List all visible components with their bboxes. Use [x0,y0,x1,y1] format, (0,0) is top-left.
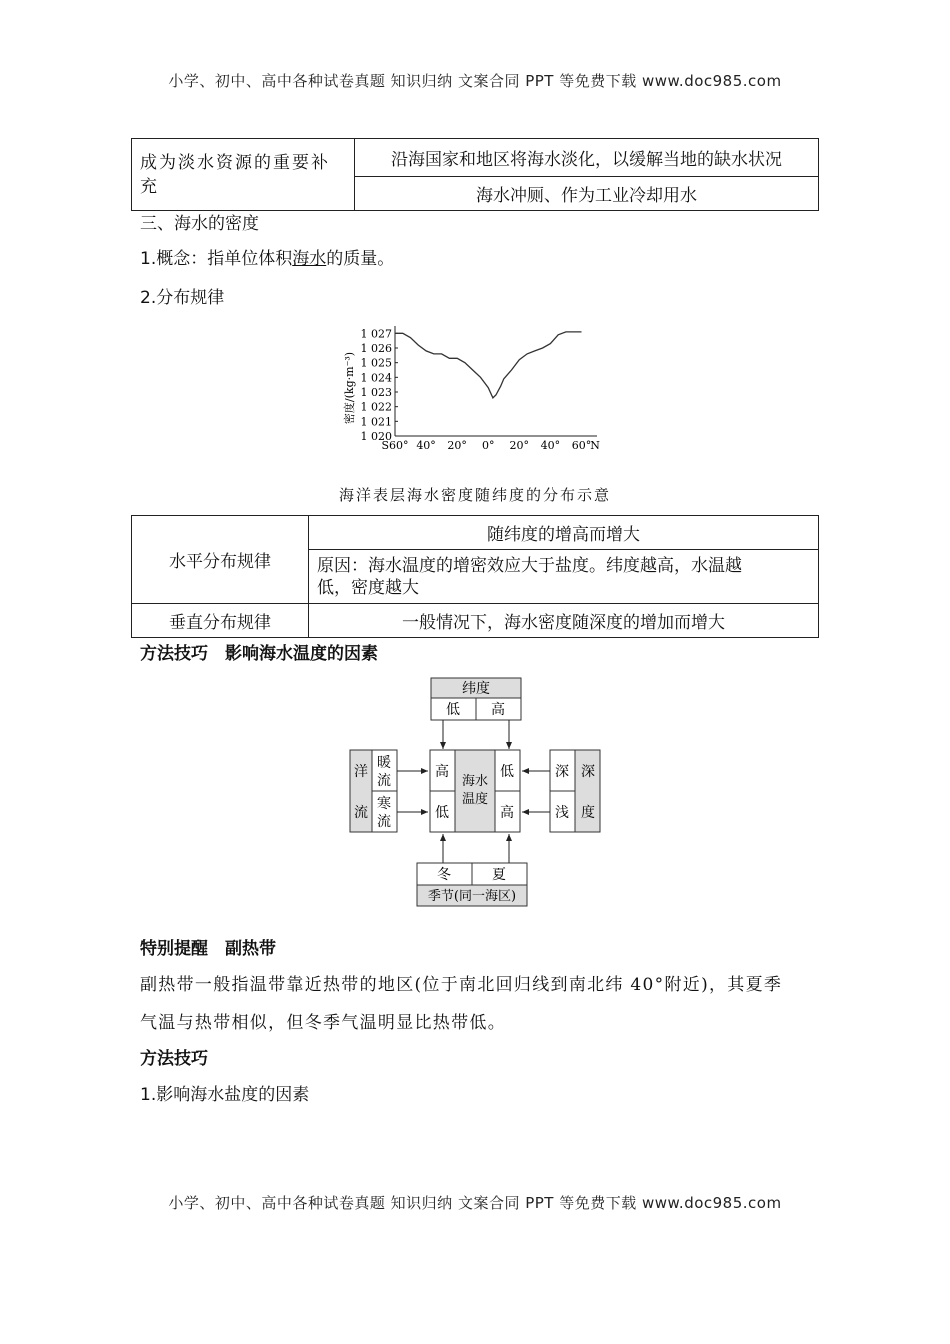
concept-prefix: 1.概念：指单位体积 [140,249,293,269]
deep: 深 [555,764,569,780]
y-tick-label: 1 027 [360,327,392,341]
current-1: 洋 [354,764,368,780]
reason-line-2: 低，密度越大 [317,577,419,598]
x-tick-label: 40° [416,439,436,452]
depth-1: 深 [581,764,595,780]
desalination-cell: 沿海国家和地区将海水淡化，以缓解当地的缺水状况 [355,139,819,177]
freshwater-table [131,138,819,211]
method-heading-2: 方法技巧 [140,1049,208,1069]
current-2: 流 [354,805,368,821]
section-title: 三、海水的密度 [140,214,259,234]
page-header: 小学、初中、高中各种试卷真题 知识归纳 文案合同 PPT 等免费下载 www.doc985.com [168,72,782,90]
depth-2: 度 [581,805,595,821]
temperature-factors-diagram [345,672,605,910]
page-footer: 小学、初中、高中各种试卷真题 知识归纳 文案合同 PPT 等免费下载 www.doc985.com [168,1194,782,1212]
density-line [395,332,582,398]
reminder-line-2: 气温与热带相似，但冬季气温明显比热带低。 [140,1013,506,1033]
y-tick-label: 1 023 [360,386,392,399]
cold-1: 寒 [377,796,391,812]
concept-underlined: 海水 [292,249,327,269]
x-tick-label: 40° [540,439,561,452]
latitude-label: 纬度 [462,681,490,697]
y-tick-label: 1 025 [360,356,392,370]
summer: 夏 [492,867,506,883]
horizontal-reason [309,550,819,604]
flushing-cell: 海水冲厕、作为工业冷却用水 [355,177,819,211]
center-high: 高 [435,764,449,780]
x-tick-label: 20° [509,439,530,452]
horizontal-label: 水平分布规律 [132,516,309,604]
y-axis-label: 密度/(kg·m⁻³) [343,351,356,425]
season-label: 季节(同一海区) [427,889,517,904]
shallow: 浅 [555,805,569,821]
center-line-2: 温度 [461,792,489,807]
concept-line [140,246,394,272]
reminder-line-1: 副热带一般指温带靠近热带的地区(位于南北回归线到南北纬 40°附近)，其夏季 [140,975,783,995]
reminder-heading: 特别提醒 副热带 [140,939,276,959]
y-tick-label: 1 026 [360,342,392,355]
chart-caption: 海洋表层海水密度随纬度的分布示意 [338,486,611,504]
x-tick-label: N [590,439,600,452]
x-tick-label: 60° [571,439,592,452]
reason-line-1: 原因：海水温度的增密效应大于盐度。纬度越高，水温越 [317,555,742,576]
x-tick-label: 0° [481,439,495,452]
distribution-heading: 2.分布规律 [140,288,225,308]
concept-suffix: 的质量。 [326,249,395,269]
x-tick-label: S60° [381,439,409,452]
method-heading-1: 方法技巧 影响海水温度的因素 [140,644,378,664]
center-line-1: 海水 [461,774,489,789]
y-tick-label: 1 021 [360,415,392,429]
warm-2: 流 [377,773,391,789]
density-table [131,515,819,638]
density-chart [335,318,625,453]
right-low: 低 [500,764,514,780]
lat-high: 高 [491,702,505,718]
center-low: 低 [435,805,449,821]
horizontal-rule: 随纬度的增高而增大 [309,516,819,550]
y-tick-label: 1 020 [360,430,392,443]
right-high: 高 [500,805,514,821]
warm-1: 暖 [377,755,391,771]
cold-2: 流 [377,814,391,830]
y-tick-label: 1 024 [360,371,392,385]
vertical-label: 垂直分布规律 [132,604,309,638]
freshwater-label: 成为淡水资源的重要补充 [132,139,355,211]
winter: 冬 [437,867,451,883]
vertical-rule: 一般情况下，海水密度随深度的增加而增大 [309,604,819,638]
lat-low: 低 [446,702,460,718]
salinity-heading: 1.影响海水盐度的因素 [140,1085,310,1105]
x-tick-label: 20° [447,439,467,452]
y-tick-label: 1 022 [360,400,392,414]
